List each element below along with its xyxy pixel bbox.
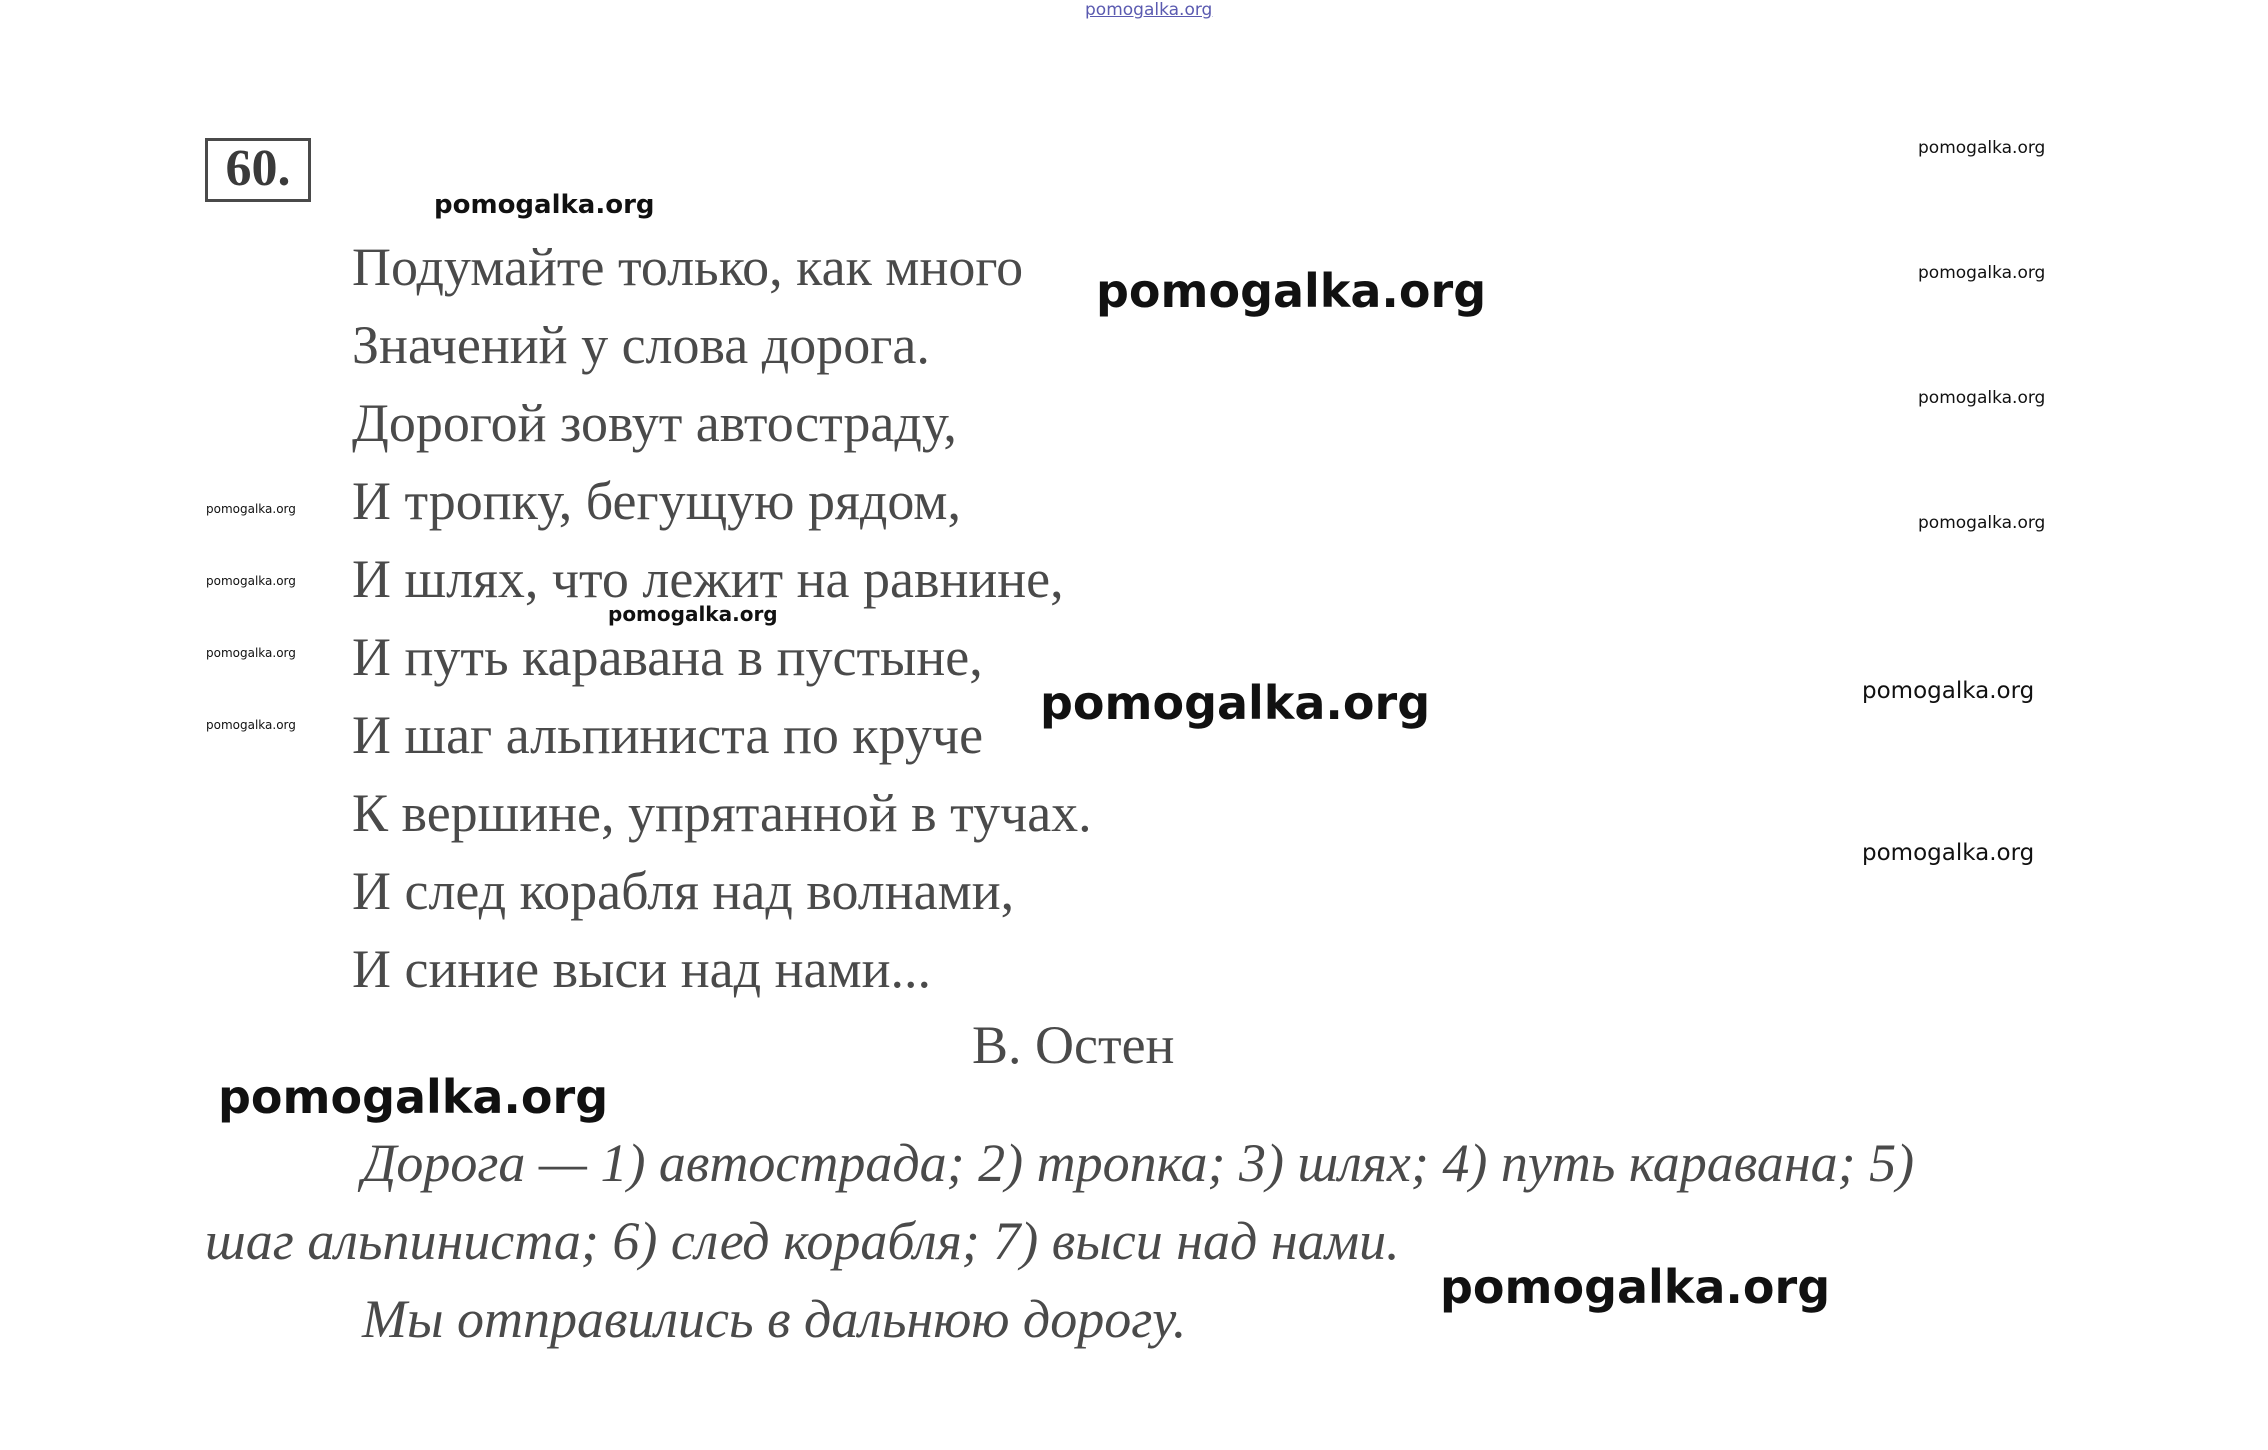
top-watermark-link[interactable]: pomogalka.org — [1085, 0, 1213, 20]
poem-line: И шаг альпиниста по круче — [352, 705, 984, 765]
poem-line: Подумайте только, как много — [352, 237, 1024, 297]
watermark: pomogalka.org — [1918, 388, 2046, 408]
poem-author: В. Остен — [972, 1015, 1175, 1075]
watermark: pomogalka.org — [608, 602, 778, 626]
answer-example: Мы отправились в дальнюю дорогу. — [362, 1289, 1187, 1349]
watermark: pomogalka.org — [1862, 678, 2035, 704]
answer-line-1: Дорога — 1) автострада; 2) тропка; 3) шлях; 4) путь каравана; 5) — [362, 1133, 1915, 1193]
poem-line: И тропку, бегущую рядом, — [352, 471, 961, 531]
watermark: pomogalka.org — [1040, 676, 1431, 730]
watermark: pomogalka.org — [206, 646, 296, 660]
watermark: pomogalka.org — [206, 574, 296, 588]
poem-line: К вершине, упрятанной в тучах. — [352, 783, 1092, 843]
poem-line: И след корабля над волнами, — [352, 861, 1015, 921]
poem-line: И путь каравана в пустыне, — [352, 627, 983, 687]
poem-line: Дорогой зовут автостраду, — [352, 393, 957, 453]
poem-line: И синие выси над нами... — [352, 939, 932, 999]
watermark: pomogalka.org — [1862, 840, 2035, 866]
watermark: pomogalka.org — [1096, 264, 1487, 318]
watermark: pomogalka.org — [1918, 263, 2046, 283]
watermark: pomogalka.org — [206, 718, 296, 732]
poem-line: Значений у слова дорога. — [352, 315, 930, 375]
watermark: pomogalka.org — [434, 190, 655, 220]
poem-line: И шлях, что лежит на равнине, — [352, 549, 1064, 609]
watermark: pomogalka.org — [206, 502, 296, 516]
exercise-number: 60. — [205, 138, 311, 202]
watermark: pomogalka.org — [218, 1070, 609, 1124]
watermark: pomogalka.org — [1918, 513, 2046, 533]
watermark: pomogalka.org — [1918, 138, 2046, 158]
answer-line-2: шаг альпиниста; 6) след корабля; 7) выси над нами. — [205, 1211, 1400, 1271]
watermark: pomogalka.org — [1440, 1260, 1831, 1314]
